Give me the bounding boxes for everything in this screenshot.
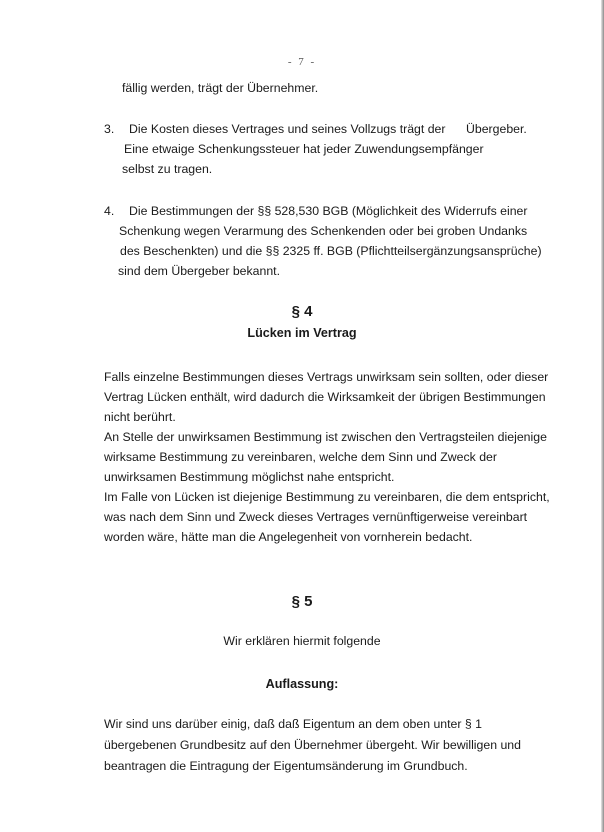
paragraph-line: beantragen die Eintragung der Eigentumsänderung im Grundbuch. (104, 759, 468, 773)
section-5-title: Auflassung: (265, 677, 339, 691)
item-line-tail: Übergeber. (466, 122, 527, 136)
paragraph-line: An Stelle der unwirksamen Bestimmung ist zwischen den Vertragsteilen diejenige (104, 430, 547, 444)
paragraph-line: wirksame Bestimmung zu vereinbaren, welche dem Sinn und Zweck der (104, 450, 497, 464)
item-line: Schenkung wegen Verarmung des Schenkenden oder bei groben Undanks (119, 224, 528, 238)
paragraph-line: Falls einzelne Bestimmungen dieses Vertrags unwirksam sein sollten, oder dieser (104, 370, 549, 384)
paragraph-line: was nach dem Sinn und Zweck dieses Vertrages vernünftigerweise vereinbart (104, 510, 528, 524)
section-5-declaration: Wir erklären hiermit folgende (223, 634, 381, 648)
item-line: sind dem Übergeber bekannt. (118, 264, 281, 278)
item-line: Die Kosten dieses Vertrages und seines Vollzugs trägt der (129, 122, 446, 136)
paragraph-line: Vertrag Lücken enthält, wird dadurch die Wirksamkeit der übrigen Bestimmungen (104, 390, 546, 404)
item-number: 4. (104, 204, 115, 218)
item-line: Eine etwaige Schenkungssteuer hat jeder Zuwendungsempfänger (124, 142, 484, 156)
item-number: 3. (104, 122, 115, 136)
item-line: selbst zu tragen. (122, 162, 213, 176)
section-5-symbol: § 5 (291, 593, 313, 610)
paragraph-line: nicht berührt. (104, 410, 176, 424)
paragraph-line: worden wäre, hätte man die Angelegenheit von vornherein bedacht. (104, 530, 473, 544)
paragraph-line: Wir sind uns darüber einig, daß daß Eigentum an dem oben unter § 1 (104, 717, 483, 731)
section-4-title: Lücken im Vertrag (247, 326, 357, 340)
item-line: des Beschenkten) und die §§ 2325 ff. BGB (Pflichtteilsergänzungsansprüche) (120, 244, 542, 258)
paragraph-line: Im Falle von Lücken ist diejenige Bestimmung zu vereinbaren, die dem entspricht, (104, 490, 550, 504)
intro-line: fällig werden, trägt der Übernehmer. (122, 81, 319, 95)
paragraph-line: übergebenen Grundbesitz auf den Übernehmer übergeht. Wir bewilligen und (104, 738, 521, 752)
item-line: Die Bestimmungen der §§ 528,530 BGB (Möglichkeit des Widerrufs einer (129, 204, 528, 218)
section-4-symbol: § 4 (291, 303, 313, 320)
paragraph-line: unwirksamen Bestimmung möglichst nahe entspricht. (104, 470, 395, 484)
page-number: - 7 - (287, 56, 317, 68)
